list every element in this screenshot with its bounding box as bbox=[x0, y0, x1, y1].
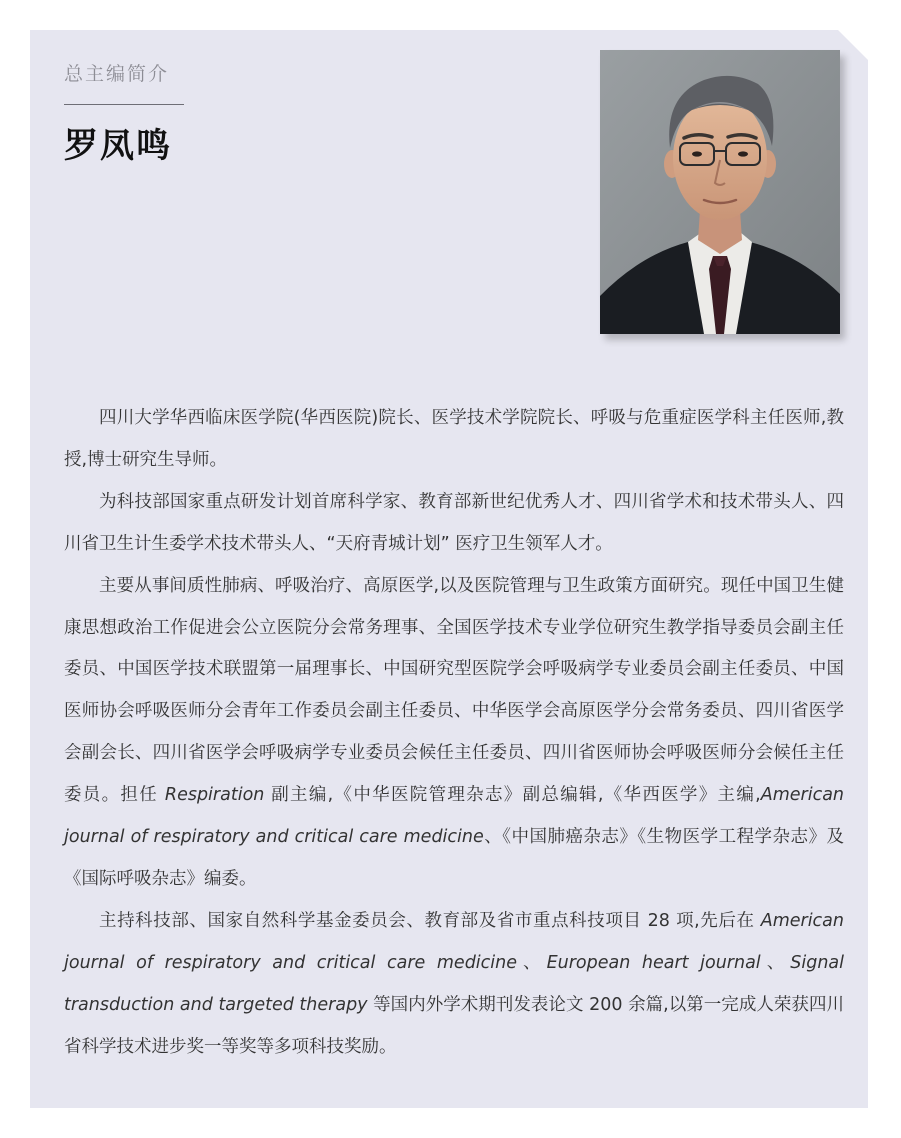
bio-text: 、 bbox=[760, 952, 791, 973]
bio-paragraph-1: 四川大学华西临床医学院(华西医院)院长、医学技术学院院长、呼吸与危重症医学科主任医师,教授,博士研究生导师。 bbox=[64, 408, 844, 470]
biography bbox=[64, 398, 844, 1069]
label-underline bbox=[64, 104, 184, 105]
section-label: 总主编简介 bbox=[64, 63, 170, 85]
journal-title: European heart journal bbox=[546, 952, 761, 973]
bio-text: 等国内外学术期刊发表论文 200 余篇,以第一完成人荣获四川省科学技术进步奖一等奖等多项科技奖励。 bbox=[64, 994, 844, 1057]
journal-title: American journal of respiratory and critical care medicine bbox=[64, 785, 845, 848]
bio-text: 主要从事间质性肺病、呼吸治疗、高原医学,以及医院管理与卫生政策方面研究。现任中国卫生健康思想政治工作促进会公立医院分会常务理事、全国医学技术专业学位研究生教学指导委员会副主任委员、中国医学技术联盟第一届理事长、中国研究型医院学会呼吸病学专业委员会副主任委员、中国医师协会呼吸医师分会青年工作委员会副主任委员、中华医学会高原医学分会常务委员、四川省医学会副会长、四川省医学会呼吸病学专业委员会候任主任委员、四川省医师协会呼吸医师分会候任主任委员。担任 bbox=[64, 575, 844, 806]
portrait-photo bbox=[600, 50, 840, 334]
bio-paragraph-2: 为科技部国家重点研发计划首席科学家、教育部新世纪优秀人才、四川省学术和技术带头人、四川省卫生计生委学术技术带头人、“天府青城计划” 医疗卫生领军人才。 bbox=[64, 491, 844, 554]
bio-paragraph-3 bbox=[64, 566, 844, 901]
bio-text: 副主编,《中华医院管理杂志》副总编辑,《华西医学》主编, bbox=[264, 785, 761, 806]
journal-title: Respiration bbox=[164, 785, 265, 806]
bio-text: 主持科技部、国家自然科学基金委员会、教育部及省市重点科技项目 28 项,先后在 bbox=[99, 910, 761, 931]
bio-text: 、《中国肺癌杂志》《生物医学工程学杂志》及《国际呼吸杂志》编委。 bbox=[64, 827, 844, 889]
bio-text: 、 bbox=[517, 952, 547, 973]
journal-title: American journal of respiratory and critical care medicine bbox=[64, 910, 844, 973]
person-name: 罗凤鸣 bbox=[64, 126, 172, 166]
journal-title: Signal transduction and targeted therapy bbox=[64, 952, 844, 1015]
bio-paragraph-4 bbox=[64, 901, 844, 1069]
